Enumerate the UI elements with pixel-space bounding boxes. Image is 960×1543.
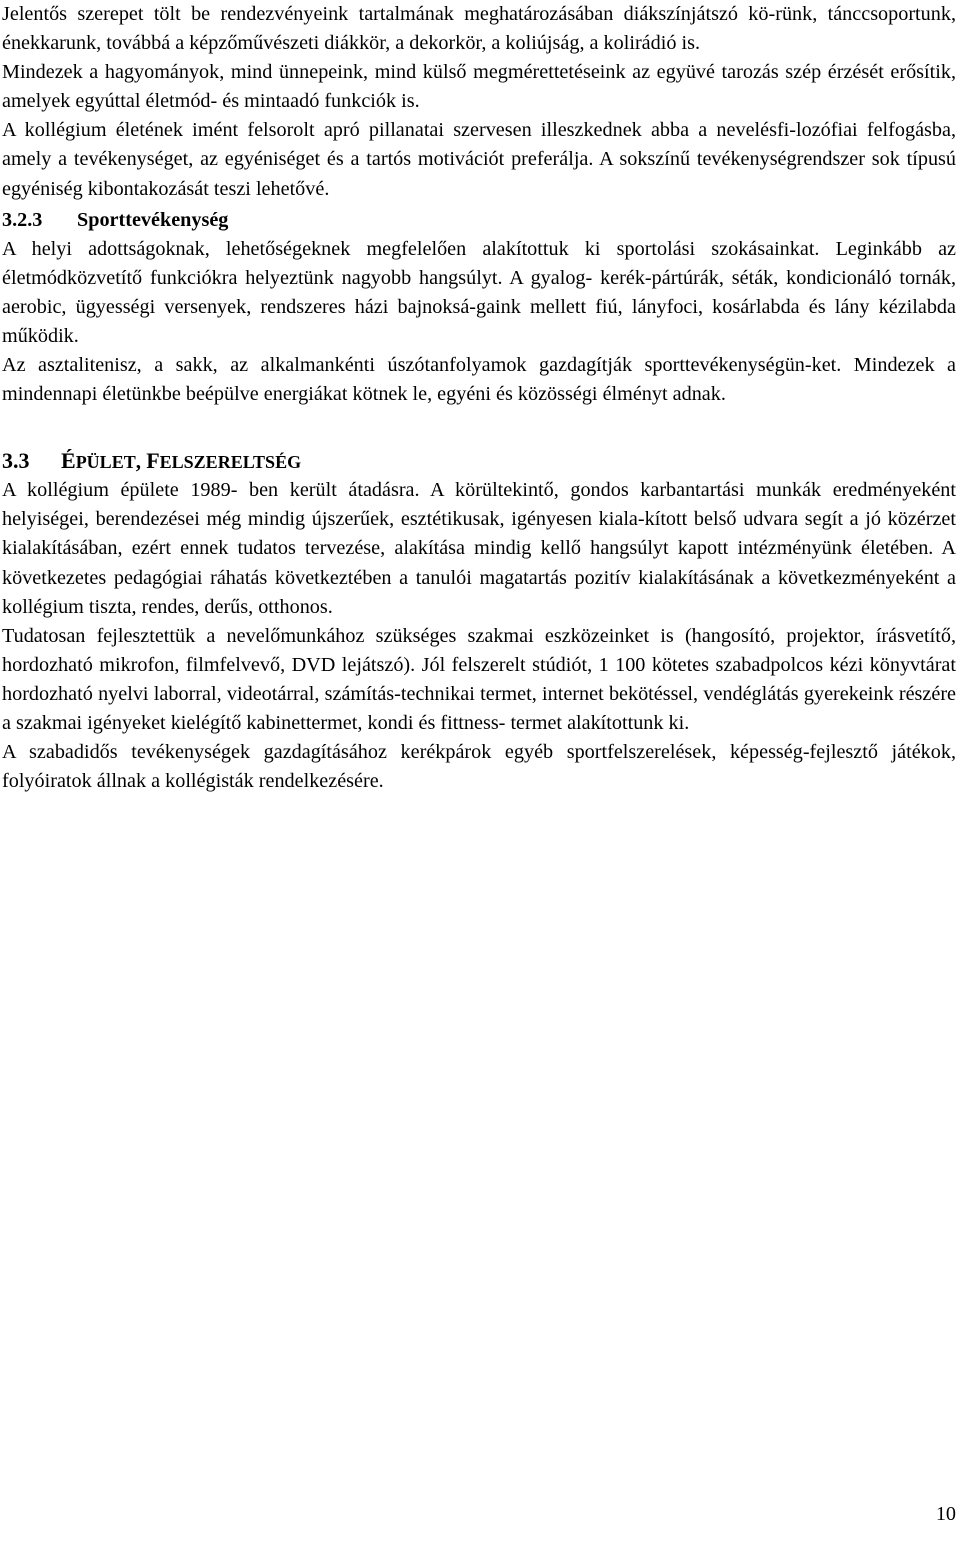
- section-title-part-1: PÜLET: [75, 452, 136, 473]
- building-paragraph-2: Tudatosan fejlesztettük a nevelőmunkához szükséges szakmai eszközeinket is (hangosító, projektor, írásvetítő, hordozható mikrofon, filmfelvevő, DVD lejátszó). Jól felszerelt stúdiót, 1 100 kötetes szabadpolcos kézi könyvtárat hordozható nyelvi laborral, videotárral, számítás-technikai termet, internet bekötéssel, vendéglátás gyerekeink részére a szakmai igényeket kielégítő kabinettermet, kondi és fittness- termet alakítottunk ki.: [2, 624, 956, 734]
- section-number-sport: 3.2.3: [2, 208, 43, 231]
- building-paragraph-1: A kollégium épülete 1989- ben került átadásra. A körültekintő, gondos karbantartási munkák eredményeként helyiségei, berendezései még mindig újszerűek, esztétikusak, igényesen kiala-kított belső udvara segít a jó közérzet kialakításában, ezért ennek tudatos tervezése, alakítása mindig kellő hangsúlyt kapott intézményünk életében. A következetes pedagógiai ráhatás következtében a tanulói magatartás pozitív kialakításának a következményeként a kollégium tiszta, rendes, derűs, otthonos.: [2, 479, 956, 618]
- intro-paragraph-1: Jelentős szerepet tölt be rendezvényeink tartalmának meghatározásában diákszínjátszó kö-rünk, tánccsoportunk, énekkarunk, továbbá a képzőművészeti diákkör, a dekorkör, a koliújság, a kolirádió is.: [2, 3, 956, 55]
- page-number: 10: [935, 1503, 956, 1525]
- intro-paragraph-3: A kollégium életének imént felsorolt apró pillanatai szervesen illeszkednek abba a nevelésfi-lozófiai felfogásba, amely a tevékenységet, az egyéniséget és a tartós motivációt preferálja. A sokszínű tevékenységrendszer sok típusú egyéniség kibontakozását teszi lehetővé.: [2, 119, 956, 200]
- section-number-building: 3.3: [2, 448, 30, 474]
- building-paragraph-3: A szabadidős tevékenységek gazdagításához kerékpárok egyéb sportfelszerelések, képesség-fejlesztő játékok, folyóiratok állnak a kollégisták rendelkezésére.: [2, 741, 956, 793]
- sport-paragraph-2: Az asztalitenisz, a sakk, az alkalmankénti úszótanfolyamok gazdagítják sporttevékenységün-ket. Mindezek a mindennapi életünkbe beépülve energiákat kötnek le, egyéni és közösségi élményt adnak.: [2, 354, 956, 406]
- section-title-initial-2: F: [146, 448, 160, 474]
- sport-paragraph-1: A helyi adottságoknak, lehetőségeknek megfelelően alakítottuk ki sportolási szokásainkat. Leginkább az életmódközvetítő funkciókra helyeztünk nagyobb hangsúlyt. A gyalog- kerék-pártúrák, séták, kondicionáló tornák, aerobic, ügyességi versenyek, rendszeres házi bajnoksá-gaink mellett fiú, lányfoci, kosárlabda és lány kézilabda működik.: [2, 237, 956, 347]
- section-heading-building: [2, 447, 956, 476]
- section-title-separator: ,: [135, 449, 147, 474]
- section-heading-sport: [2, 206, 956, 235]
- intro-paragraph-2: Mindezek a hagyományok, mind ünnepeink, mind külső megmérettetéseink az együvé tarozás szép érzését erősítik, amelyek egyúttal életmód- és mintaadó funkciók is.: [2, 61, 956, 113]
- section-title-part-2: ELSZERELTSÉG: [159, 452, 302, 473]
- section-title-initial-1: É: [61, 448, 76, 474]
- page-content: [2, 0, 956, 796]
- section-title-sport: Sporttevékenység: [77, 208, 229, 231]
